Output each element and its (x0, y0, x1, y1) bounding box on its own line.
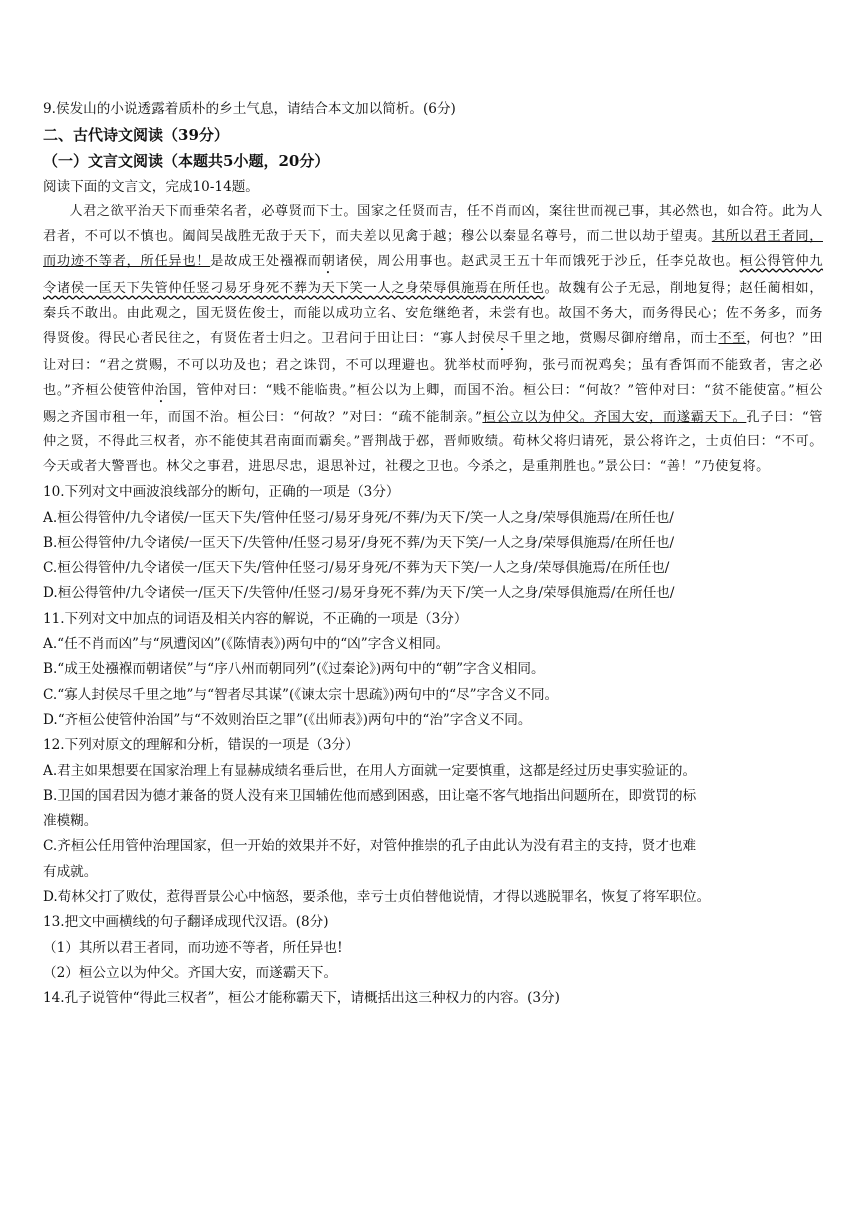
passage-text: 孔子曰：“管仲之贤，不得此三权者，亦不能使其君南面而霸矣。”晋荆战于邲，晋师败绩。荀林父将归请死，景公将许之，士贞伯曰：“不可。今天或者大警晋也。林父之事君，进思尽忠，退思补过，社稷之卫也。今杀之，是重荆胜也。”景公曰：“善！”乃使复将。 (43, 409, 823, 475)
exam-page (43, 96, 823, 1011)
question-11-option-b: B.“成王处襁褓而朝诸侯”与“序八州而朝同列”(《过秦论》)两句中的“朝”字含义相同。 (43, 661, 545, 678)
question-12-option-c-line1: C.齐桓公任用管仲治理国家，但一开始的效果并不好，对管仲推崇的孔子由此认为没有君主的支持，贤才也难 (43, 838, 697, 855)
passage-text: 国，管仲对曰：“贱不能临贵。”桓公以为上卿，而国不治。桓公曰：“何故？”管仲对曰：“贫不能使富。”桓公赐之齐国市租一年，而国不治。桓公曰：“何故？”对曰：“疏不能制亲。” (43, 382, 823, 425)
question-13-stem: 13.把文中画横线的句子翻译成现代汉语。(8分) (43, 914, 329, 931)
question-12-option-a: A.君主如果想要在国家治理上有显赫成绩名垂后世，在用人方面就一定要慎重，这都是经过历史事实验证的。 (43, 762, 697, 779)
passage-text: 是故成王处襁褓而 (210, 253, 322, 269)
question-13-sentence-1: （1）其所以君王者同，而功迹不等者，所任异也! (43, 939, 343, 956)
question-13-sentence-2: （2）桓公立以为仲父。齐国大安，而遂霸天下。 (43, 964, 338, 981)
question-11-option-c: C.“寡人封侯尽千里之地”与“智者尽其谋”(《谏太宗十思疏》)两句中的“尽”字含义不同。 (43, 686, 559, 703)
underlined-sentence-2: 桓公立以为仲父。齐国大安，而遂霸天下。 (482, 409, 747, 425)
question-10-option-c: C.桓公得管仲/九令诸侯一/匡天下失/管仲任竖刁/易牙身死/不葬为天下笑/一人之身/荣辱俱施焉/在所任也/ (43, 560, 670, 577)
section-2-title: 二、古代诗文阅读（39分） (43, 126, 229, 144)
question-12-option-c-line2: 有成就。 (43, 863, 98, 880)
reading-instruction: 阅读下面的文言文，完成10-14题。 (43, 179, 259, 195)
passage-text: 。故魏有公子无忌，削地复得；赵任蔺相如，秦兵不敢出。由此观之，国无贤佐俊士，而能以成功立名、安危继绝者，未尝有也。故国不务大，而务得民心；佐不务多，而务得贤俊。得民心者民往之，有贤佐者士归之。卫君问于田让曰：“寡人封侯 (43, 280, 824, 346)
question-10-stem: 10.下列对文中画波浪线部分的断句，正确的一项是（3分） (43, 484, 400, 501)
question-12-option-b-line2: 准模糊。 (43, 813, 98, 830)
passage-text: 千里之地，赏赐尽御府缯帛，而士 (509, 330, 719, 346)
dotted-word-zhi: 治 (154, 382, 169, 398)
question-12-option-d: D.荀林父打了败仗，惹得晋景公心中恼怒，要杀他，幸亏士贞伯替他说情，才得以逃脱罪名，恢复了将军职位。 (43, 889, 711, 905)
passage-paragraph (43, 200, 823, 480)
dotted-word-jin: 尽 (495, 330, 510, 346)
question-11-option-a: A.“任不肖而凶”与“夙遭闵凶”(《陈情表》)两句中的“凶”字含义相同。 (43, 636, 450, 653)
question-11-option-d: D.“齐桓公使管仲治国”与“不效则治臣之罪”(《出师表》)两句中的“治”字含义不同。 (43, 711, 532, 728)
question-10-option-b: B.桓公得管仲/九令诸侯/一匡天下/失管仲/任竖刁易牙/身死不葬/为天下笑/一人之身/荣辱俱施焉/在所任也/ (43, 534, 675, 551)
underlined-word-buzhi: 不至 (718, 330, 747, 346)
question-9: 9.侯发山的小说透露着质朴的乡土气息，请结合本文加以简析。(6分) (43, 101, 456, 117)
subsection-1-title: （一）文言文阅读（本题共5小题，20分） (43, 152, 330, 170)
question-12-option-b-line1: B.卫国的国君因为德才兼备的贤人没有来卫国辅佐他而感到困惑，田让毫不客气地指出问题所在，即赏罚的标 (43, 787, 697, 804)
underlined-sentence-1: 其所以君王者同，而功迹不等者，所任异也！ (43, 228, 823, 269)
question-10-option-d: D.桓公得管仲/九令诸侯一/匡天下/失管仲/任竖刁/易牙身死不葬/为天下/笑一人之身/荣辱俱施焉/在所任也/ (43, 585, 675, 602)
question-11-stem: 11.下列对文中加点的词语及相关内容的解说，不正确的一项是（3分） (43, 610, 468, 627)
passage-text: 人君之欲平治天下而垂荣名者，必尊贤而下士。国家之任贤而吉，任不肖而凶，案往世而视己事，其必然也，如合符。此为人君者，不可以不慎也。阖闾吴战胜无敌于天下，而夫差以见禽于越；穆公以秦显名尊号，而二世以劫于望夷。 (43, 204, 823, 244)
passage-text: 诸侯，周公用事也。赵武灵王五十年而饿死于沙丘，任李兑故也。 (335, 253, 740, 269)
question-10-option-a: A.桓公得管仲/九令诸侯/一匡天下失/管仲任竖刁/易牙身死/不葬/为天下/笑一人之身/荣辱俱施焉/在所任也/ (43, 509, 674, 526)
wavy-underlined-section: 桓公得管仲九令诸侯一匡天下失管仲任竖刁易牙身死不葬为天下笑一人之身荣辱俱施焉在所任也 (43, 253, 824, 296)
dotted-word-chao: 朝 (321, 253, 336, 269)
passage-text: ，何也？”田让对曰：“君之赏赐，不可以功及也；君之诛罚，不可以理避也。犹举杖而呼狗，张弓而祝鸡矣；虽有香饵而不能致者，害之必也。”齐桓公使管仲 (43, 330, 823, 398)
question-14: 14.孔子说管仲“得此三权者”，桓公才能称霸天下，请概括出这三种权力的内容。(3分) (43, 990, 560, 1007)
classical-chinese-passage (43, 200, 823, 480)
question-12-stem: 12.下列对原文的理解和分析，错误的一项是（3分） (43, 737, 359, 754)
